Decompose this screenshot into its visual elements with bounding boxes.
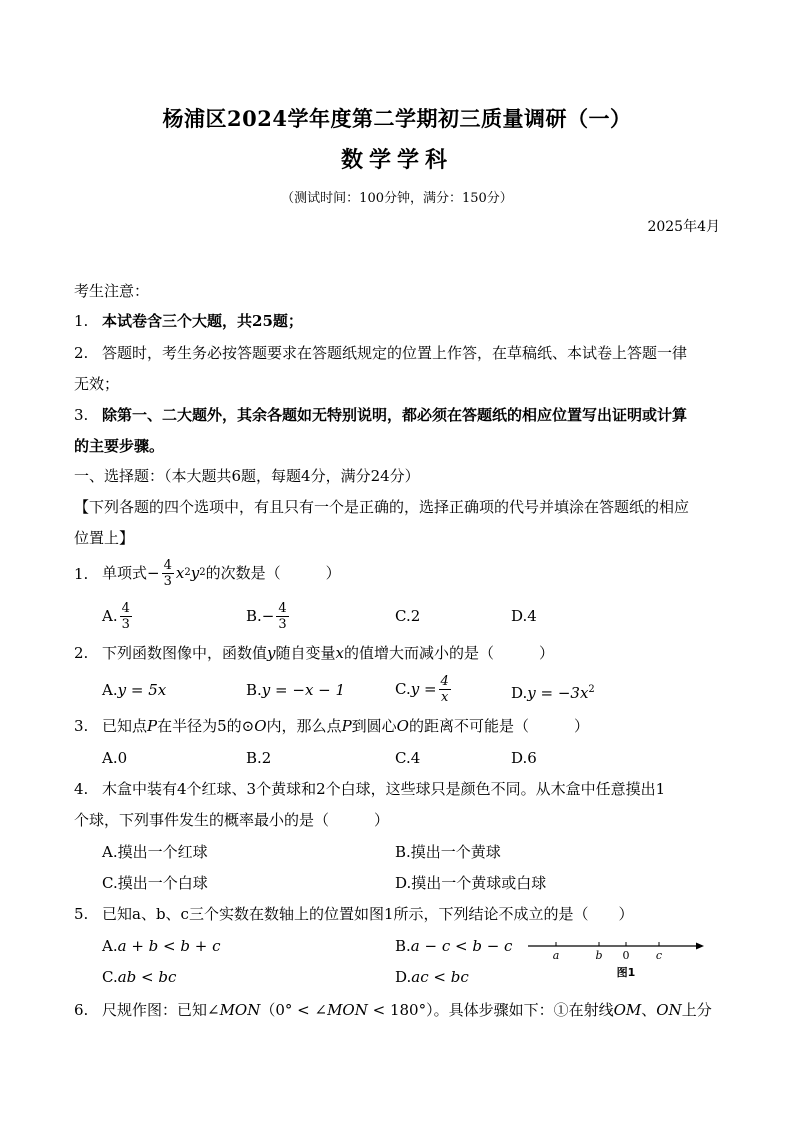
notice-item-3-line1: 除第一、二大题外，其余各题如无特别说明，都必须在答题纸的相应位置写出证明或计算 [102, 406, 688, 424]
q3-option-a: A.0 [102, 749, 128, 767]
q1-frac-num: 4 [163, 557, 172, 573]
q1-stem [102, 555, 341, 591]
figure-1-number-line [526, 936, 706, 982]
q3-stem: 已知点P在半径为5的⊙O内，那么点P到圆心O的距离不可能是（ ） [102, 717, 589, 735]
label-c: c [655, 949, 663, 962]
section1-instruction-line1: 【下列各题的四个选项中，有且只有一个是正确的，选择正确项的代号并填涂在答题纸的相应 [74, 498, 690, 516]
notice-item-2-line2: 无效； [74, 375, 120, 393]
q4-option-d: D.摸出一个黄球或白球 [395, 874, 547, 892]
q1-fraction [162, 558, 174, 589]
exam-date: 2025年4月 [647, 219, 720, 235]
q6-number: 6. [74, 1001, 89, 1019]
q5-stem: 已知a、b、c三个实数在数轴上的位置如图1所示，下列结论不成立的是（ ） [102, 905, 634, 923]
q5-option-d: D.ac < bc [395, 968, 469, 986]
q4-stem-line2: 个球，下列事件发生的概率最小的是（ ） [74, 811, 390, 829]
q2-stem: 下列函数图像中，函数值y随自变量x的值增大而减小的是（ ） [102, 644, 554, 662]
notice-item-2-num: 2. [74, 344, 89, 362]
notice-item-1-num: 1. [74, 312, 89, 330]
section1-instruction-line2: 位置上】 [74, 529, 135, 547]
q1-pre: 单项式 [102, 564, 148, 582]
q1-option-d: D.4 [511, 607, 537, 625]
notice-item-1: 本试卷含三个大题，共25题； [102, 312, 303, 330]
q3-option-d: D.6 [511, 749, 537, 767]
section1-heading: 一、选择题：（本大题共6题，每题4分，满分24分） [74, 467, 420, 485]
q4-stem-line1: 木盒中装有4个红球、3个黄球和2个白球，这些球只是颜色不同。从木盒中任意摸出1 [102, 780, 666, 798]
q3-option-b: B.2 [246, 749, 272, 767]
notice-heading: 考生注意： [74, 282, 150, 300]
q5-option-a: A.a + b < b + c [102, 937, 221, 955]
label-b: b [595, 949, 603, 962]
q2-option-a: A.y = 5x [102, 681, 167, 699]
q1-exp-y: 2 [199, 567, 206, 578]
q3-number: 3. [74, 717, 89, 735]
exam-title: 杨浦区2024学年度第二学期初三质量调研（一） [162, 106, 632, 131]
q4-option-a: A.摸出一个红球 [102, 843, 208, 861]
q2-option-b: B.y = −x − 1 [246, 681, 346, 699]
number-line-arrow [696, 943, 704, 950]
q1-exp-x: 2 [184, 567, 191, 578]
q1-number: 1. [74, 565, 89, 583]
figure-1-caption: 图1 [616, 966, 636, 979]
q1-option-c: C.2 [395, 607, 421, 625]
q4-option-c: C.摸出一个白球 [102, 874, 208, 892]
q2-option-d: $D.y = -3x^2$ [511, 684, 595, 702]
q1-post: 的次数是（ ） [205, 564, 341, 582]
q3-option-c: C.4 [395, 749, 421, 767]
label-a: a [552, 949, 560, 962]
q4-number: 4. [74, 780, 89, 798]
q1-neg: − [147, 564, 160, 582]
notice-item-3-line2: 的主要步骤。 [74, 437, 165, 455]
q1-option-a: A. $\frac{4}{3}$ [102, 600, 130, 632]
q5-number: 5. [74, 905, 89, 923]
notice-item-2-line1: 答题时，考生务必按答题要求在答题纸规定的位置上作答，在草稿纸、本试卷上答题一律 [102, 344, 688, 362]
q6-stem: 尺规作图：已知∠MON（0° < ∠MON < 180°）。具体步骤如下：①在射线OM、ON上分 [102, 1001, 712, 1019]
test-info: （测试时间：100分钟，满分：150分） [281, 191, 513, 206]
q1-option-b: B. − $\frac{4}{3}$ [246, 600, 287, 632]
q4-option-b: B.摸出一个黄球 [395, 843, 501, 861]
notice-item-3-num: 3. [74, 406, 89, 424]
label-0: 0 [622, 949, 630, 962]
subject-title: 数学学科 [340, 147, 453, 173]
q5-option-b: B.a − c < b − c [395, 937, 513, 955]
q1-var-x: x [175, 564, 185, 582]
q2-number: 2. [74, 644, 89, 662]
q1-frac-den: 3 [163, 573, 172, 589]
q1-var-y: y [190, 564, 200, 582]
q5-option-c: C.ab < bc [102, 968, 177, 986]
q2-option-c: C. y = $\frac{4}{x}$ [395, 673, 449, 705]
